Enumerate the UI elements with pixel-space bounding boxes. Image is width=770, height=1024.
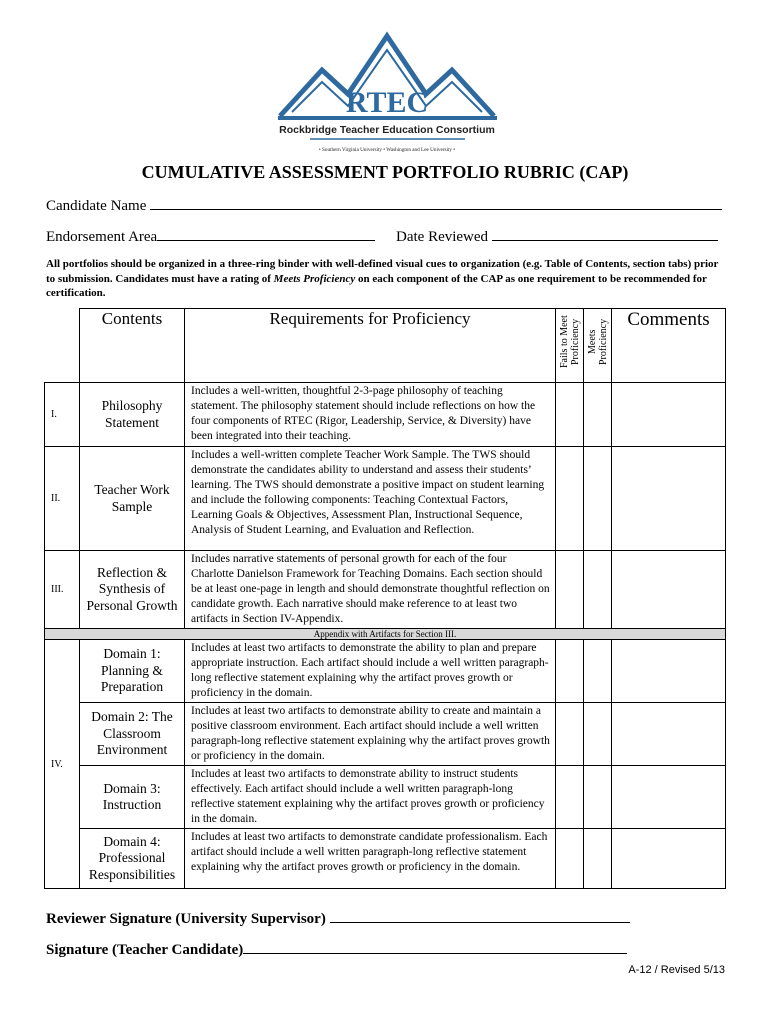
logo-org-name: Rockbridge Teacher Education Consortium	[279, 124, 495, 136]
table-row	[45, 829, 726, 889]
header-fails-label: Fails to Meet Proficiency	[558, 315, 581, 369]
row-content: Teacher Work Sample	[80, 447, 185, 551]
meets-checkbox-cell[interactable]	[584, 447, 612, 551]
header-meets	[584, 309, 612, 383]
row-requirement: Includes at least two artifacts to demonstrate ability to create and maintain a positive classroom environment. Each artifact should include a well written paragraph-long reflective statement explaining why the artifact proves growth or proficiency in the domain.	[185, 703, 556, 766]
endorsement-area-line[interactable]	[157, 227, 375, 241]
comments-cell[interactable]	[612, 551, 726, 629]
meets-checkbox-cell[interactable]	[584, 829, 612, 889]
row-content: Domain 1: Planning & Preparation	[80, 640, 185, 703]
fails-checkbox-cell[interactable]	[556, 383, 584, 447]
header-fails	[556, 309, 584, 383]
comments-cell[interactable]	[612, 447, 726, 551]
row-requirement: Includes a well-written complete Teacher Work Sample. The TWS should demonstrate the candidates ability to understand and assess their students’ learning. The TWS should demonstrate a positive impact on student learning and include the following components: Teaching Contextual Factors, Learning Goals & Objectives, Assessment Plan, Instructional Sequence, Analysis of Student Learning, and Evaluation and Reflection.	[185, 447, 556, 551]
reviewer-signature-line[interactable]	[330, 909, 630, 923]
row-requirement: Includes at least two artifacts to demonstrate ability to instruct students effectively. Each artifact should include a well written paragraph-long reflective statement explaining why the artifact proves growth or proficiency in the domain.	[185, 766, 556, 829]
rubric-table	[44, 308, 726, 889]
row-content: Domain 2: The Classroom Environment	[80, 703, 185, 766]
header-comments: Comments	[612, 309, 726, 383]
comments-cell[interactable]	[612, 829, 726, 889]
header-requirements: Requirements for Proficiency	[185, 309, 556, 383]
fails-checkbox-cell[interactable]	[556, 766, 584, 829]
candidate-name-line[interactable]	[150, 196, 722, 210]
endorsement-area-label: Endorsement Area	[46, 229, 158, 245]
table-row	[45, 703, 726, 766]
row-requirement: Includes at least two artifacts to demonstrate the ability to plan and prepare appropriate instruction. Each artifact should include a well written paragraph-long reflective statement explaining why the artifact proves growth or proficiency in the domain.	[185, 640, 556, 703]
meets-checkbox-cell[interactable]	[584, 551, 612, 629]
row-content: Domain 3: Instruction	[80, 766, 185, 829]
date-reviewed-label: Date Reviewed	[396, 229, 489, 245]
rtec-logo	[270, 30, 505, 155]
page-footer: A-12 / Revised 5/13	[628, 964, 725, 976]
reviewer-signature-field[interactable]	[46, 909, 630, 928]
date-reviewed-field[interactable]	[396, 227, 718, 246]
row-content: Philosophy Statement	[80, 383, 185, 447]
fails-checkbox-cell[interactable]	[556, 447, 584, 551]
appendix-label: Appendix with Artifacts for Section III.	[45, 629, 726, 640]
row-content: Reflection & Synthesis of Personal Growth	[80, 551, 185, 629]
candidate-signature-field[interactable]	[46, 940, 627, 959]
candidate-name-label: Candidate Name	[46, 198, 147, 214]
row-content: Domain 4: Professional Responsibilities	[80, 829, 185, 889]
intro-text-1: All portfolios should be organized in a three-ring binder with well-defined visual cues to organization (e.g. Table of Contents, section tabs) prior to submission. Candidates must have a rating of	[46, 258, 719, 285]
comments-cell[interactable]	[612, 766, 726, 829]
rtec-logo-graphic	[270, 30, 505, 155]
logo-acronym: RTEC	[345, 86, 429, 119]
comments-cell[interactable]	[612, 703, 726, 766]
candidate-name-field[interactable]	[46, 196, 722, 215]
table-row	[45, 551, 726, 629]
fails-checkbox-cell[interactable]	[556, 829, 584, 889]
meets-checkbox-cell[interactable]	[584, 766, 612, 829]
row-requirement: Includes narrative statements of personal growth for each of the four Charlotte Danielson Framework for Teaching Domains. Each section should be at least one-page in length and should demonstrate thoughtful reflection on candidate growth. Each narrative should make reference to at least two artifacts in Section IV-Appendix.	[185, 551, 556, 629]
fails-checkbox-cell[interactable]	[556, 551, 584, 629]
row-requirement: Includes a well-written, thoughtful 2-3-page philosophy of teaching statement. The philosophy statement should include reflections on how the four components of RTEC (Rigor, Leadership, Service, & Diversity) have been integrated into their teaching.	[185, 383, 556, 447]
row-number: I.	[45, 383, 80, 447]
row-number: IV.	[45, 640, 80, 889]
fails-checkbox-cell[interactable]	[556, 640, 584, 703]
table-row	[45, 766, 726, 829]
date-reviewed-line[interactable]	[492, 227, 718, 241]
meets-checkbox-cell[interactable]	[584, 640, 612, 703]
row-number: III.	[45, 551, 80, 629]
header-meets-label: Meets Proficiency	[586, 318, 609, 366]
meets-checkbox-cell[interactable]	[584, 383, 612, 447]
fails-checkbox-cell[interactable]	[556, 703, 584, 766]
instructions-paragraph	[46, 257, 722, 301]
table-row	[45, 383, 726, 447]
candidate-signature-label: Signature (Teacher Candidate)	[46, 942, 244, 958]
intro-text-2: on each component of the CAP as one requirement to be recommended for certification.	[46, 272, 707, 299]
header-blank	[45, 309, 80, 383]
header-contents: Contents	[80, 309, 185, 383]
endorsement-area-field[interactable]	[46, 227, 375, 246]
table-header-row	[45, 309, 726, 383]
row-requirement: Includes at least two artifacts to demonstrate candidate professionalism. Each artifact should include a well written paragraph-long reflective statement explaining why the artifact proves growth or proficiency in the domain.	[185, 829, 556, 889]
row-number: II.	[45, 447, 80, 551]
meets-checkbox-cell[interactable]	[584, 703, 612, 766]
candidate-signature-line[interactable]	[243, 940, 627, 954]
comments-cell[interactable]	[612, 640, 726, 703]
comments-cell[interactable]	[612, 383, 726, 447]
page-title: CUMULATIVE ASSESSMENT PORTFOLIO RUBRIC (CAP)	[141, 162, 629, 182]
intro-emphasis: Meets Proficiency	[273, 272, 356, 285]
appendix-row	[45, 629, 726, 640]
logo-universities: • Southern Virginia University • Washington and Lee University •	[318, 147, 456, 153]
reviewer-signature-label: Reviewer Signature (University Supervisor)	[46, 911, 326, 927]
table-row	[45, 640, 726, 703]
table-row	[45, 447, 726, 551]
